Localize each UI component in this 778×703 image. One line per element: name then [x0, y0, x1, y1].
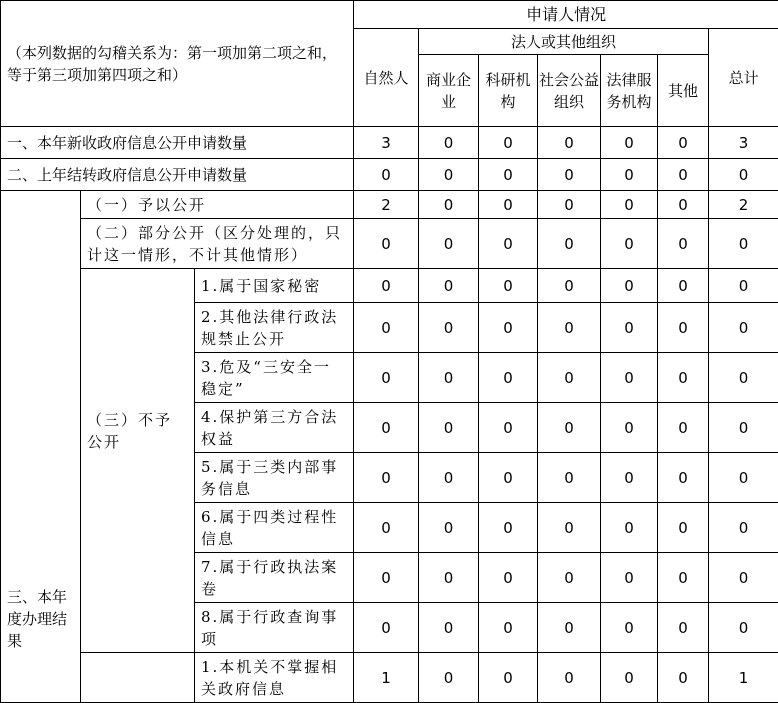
cell-natural: 3	[354, 127, 419, 159]
cell-total: 0	[709, 553, 778, 603]
cell-research: 0	[479, 159, 538, 191]
cell-natural: 0	[354, 353, 419, 403]
header-commercial: 商业企业	[419, 55, 479, 127]
cell-legal-service: 0	[601, 159, 658, 191]
header-legal-service: 法律服务机构	[601, 55, 658, 127]
cell-other: 0	[658, 353, 709, 403]
cell-social: 0	[538, 159, 601, 191]
row-label: 3.危及“三安全一稳定”	[195, 353, 354, 403]
row-spacer	[81, 653, 195, 703]
cell-other: 0	[658, 303, 709, 353]
cell-research: 0	[479, 191, 538, 219]
cell-social: 0	[538, 219, 601, 269]
cell-other: 0	[658, 219, 709, 269]
cell-social: 0	[538, 653, 601, 703]
cell-natural: 0	[354, 603, 419, 653]
cell-commercial: 0	[419, 159, 479, 191]
row-label: 1.本机关不掌握相关政府信息	[195, 653, 354, 703]
cell-commercial: 0	[419, 127, 479, 159]
cell-total: 0	[709, 403, 778, 453]
cell-commercial: 0	[419, 453, 479, 503]
cell-total: 3	[709, 127, 778, 159]
row-label: 7.属于行政执法案卷	[195, 553, 354, 603]
cell-commercial: 0	[419, 553, 479, 603]
cell-other: 0	[658, 127, 709, 159]
cell-legal-service: 0	[601, 503, 658, 553]
row-label: 8.属于行政查询事项	[195, 603, 354, 653]
cell-other: 0	[658, 191, 709, 219]
cell-commercial: 0	[419, 653, 479, 703]
cell-social: 0	[538, 453, 601, 503]
cell-social: 0	[538, 553, 601, 603]
cell-research: 0	[479, 653, 538, 703]
cell-natural: 2	[354, 191, 419, 219]
cell-natural: 0	[354, 503, 419, 553]
cell-other: 0	[658, 453, 709, 503]
cell-total: 0	[709, 503, 778, 553]
cell-social: 0	[538, 503, 601, 553]
header-note: （本列数据的勾稽关系为：第一项加第二项之和，等于第三项加第四项之和）	[1, 1, 354, 127]
cell-total: 0	[709, 159, 778, 191]
cell-research: 0	[479, 553, 538, 603]
table-row	[1, 191, 778, 219]
row-label: 1.属于国家秘密	[195, 269, 354, 303]
cell-total: 2	[709, 191, 778, 219]
cell-research: 0	[479, 269, 538, 303]
cell-commercial: 0	[419, 269, 479, 303]
cell-research: 0	[479, 603, 538, 653]
cell-commercial: 0	[419, 303, 479, 353]
row-label: 4.保护第三方合法权益	[195, 403, 354, 453]
cell-natural: 0	[354, 303, 419, 353]
cell-other: 0	[658, 503, 709, 553]
table-row	[1, 653, 778, 703]
row-label: 一、本年新收政府信息公开申请数量	[1, 127, 354, 159]
cell-legal-service: 0	[601, 219, 658, 269]
cell-research: 0	[479, 403, 538, 453]
table-row	[1, 159, 778, 191]
cell-social: 0	[538, 603, 601, 653]
row-label: 6.属于四类过程性信息	[195, 503, 354, 553]
cell-total: 0	[709, 453, 778, 503]
cell-legal-service: 0	[601, 353, 658, 403]
cell-total: 1	[709, 653, 778, 703]
cell-legal-service: 0	[601, 403, 658, 453]
cell-research: 0	[479, 219, 538, 269]
cell-social: 0	[538, 353, 601, 403]
cell-legal-service: 0	[601, 603, 658, 653]
row-label: 2.其他法律行政法规禁止公开	[195, 303, 354, 353]
header-other: 其他	[658, 55, 709, 127]
cell-research: 0	[479, 353, 538, 403]
cell-commercial: 0	[419, 603, 479, 653]
cell-total: 0	[709, 303, 778, 353]
cell-natural: 0	[354, 403, 419, 453]
header-social: 社会公益组织	[538, 55, 601, 127]
row-label: 5.属于三类内部事务信息	[195, 453, 354, 503]
header-research: 科研机构	[479, 55, 538, 127]
cell-other: 0	[658, 553, 709, 603]
cell-other: 0	[658, 269, 709, 303]
cell-research: 0	[479, 503, 538, 553]
cell-other: 0	[658, 653, 709, 703]
cell-natural: 0	[354, 269, 419, 303]
row-label: 二、上年结转政府信息公开申请数量	[1, 159, 354, 191]
cell-social: 0	[538, 191, 601, 219]
cell-commercial: 0	[419, 503, 479, 553]
cell-other: 0	[658, 603, 709, 653]
cell-natural: 0	[354, 553, 419, 603]
cell-research: 0	[479, 127, 538, 159]
table-row	[1, 127, 778, 159]
cell-total: 0	[709, 353, 778, 403]
section-year-result: 三、本年度办理结果	[1, 191, 81, 703]
cell-total: 0	[709, 269, 778, 303]
cell-legal-service: 0	[601, 269, 658, 303]
cell-research: 0	[479, 303, 538, 353]
cell-legal-service: 0	[601, 191, 658, 219]
cell-social: 0	[538, 403, 601, 453]
table-row	[1, 269, 778, 303]
cell-legal-service: 0	[601, 553, 658, 603]
cell-commercial: 0	[419, 191, 479, 219]
cell-social: 0	[538, 303, 601, 353]
section-not-public: （三）不予公开	[81, 269, 195, 653]
row-label: （二）部分公开（区分处理的，只计这一情形，不计其他情形）	[81, 219, 354, 269]
cell-natural: 0	[354, 453, 419, 503]
cell-commercial: 0	[419, 353, 479, 403]
header-applicant: 申请人情况	[354, 1, 778, 29]
cell-natural: 0	[354, 159, 419, 191]
cell-legal-service: 0	[601, 303, 658, 353]
cell-social: 0	[538, 269, 601, 303]
cell-legal-service: 0	[601, 453, 658, 503]
cell-other: 0	[658, 159, 709, 191]
header-legal: 法人或其他组织	[419, 29, 709, 55]
cell-legal-service: 0	[601, 653, 658, 703]
cell-total: 0	[709, 603, 778, 653]
row-label: （一）予以公开	[81, 191, 354, 219]
cell-natural: 1	[354, 653, 419, 703]
header-natural: 自然人	[354, 29, 419, 127]
cell-social: 0	[538, 127, 601, 159]
cell-other: 0	[658, 403, 709, 453]
cell-legal-service: 0	[601, 127, 658, 159]
cell-total: 0	[709, 219, 778, 269]
cell-commercial: 0	[419, 219, 479, 269]
cell-natural: 0	[354, 219, 419, 269]
table-row	[1, 219, 778, 269]
header-total: 总计	[709, 29, 778, 127]
cell-research: 0	[479, 453, 538, 503]
cell-commercial: 0	[419, 403, 479, 453]
